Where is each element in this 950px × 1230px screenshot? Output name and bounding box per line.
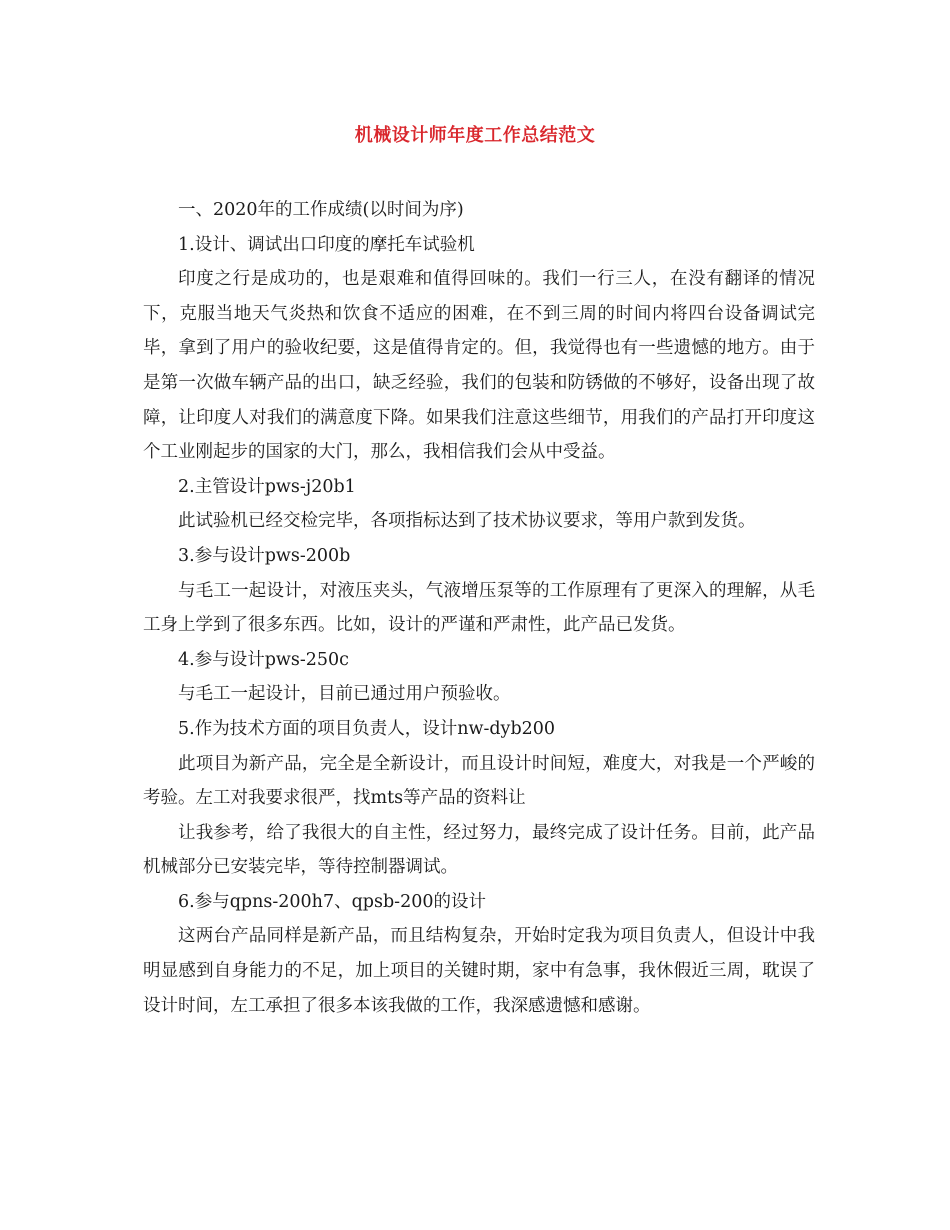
body-paragraph: 此项目为新产品，完全是全新设计，而且设计时间短，难度大，对我是一个严峻的考验。左工对我要求很严，找mts等产品的资料让	[143, 753, 815, 809]
item-heading: 4.参与设计pws-250c	[178, 649, 349, 670]
body-paragraph: 与毛工一起设计，对液压夹头，气液增压泵等的工作原理有了更深入的理解，从毛工身上学到了很多东西。比如，设计的严谨和严肃性，此产品已发货。	[143, 580, 815, 636]
section-heading: 一、2020年的工作成绩(以时间为序)	[178, 200, 464, 220]
document-title: 机械设计师年度工作总结范文	[354, 125, 596, 146]
item-heading: 5.作为技术方面的项目负责人，设计nw-dyb200	[178, 718, 556, 739]
body-paragraph: 与毛工一起设计，目前已通过用户预验收。	[178, 684, 511, 705]
item-heading: 1.设计、调试出口印度的摩托车试验机	[178, 234, 475, 255]
body-paragraph: 让我参考，给了我很大的自主性，经过努力，最终完成了设计任务。目前，此产品机械部分已安装完毕，等待控制器调试。	[143, 822, 815, 878]
item-heading: 2.主管设计pws-j20b1	[178, 476, 356, 497]
document-body	[143, 193, 815, 1023]
body-paragraph: 印度之行是成功的，也是艰难和值得回味的。我们一行三人，在没有翻译的情况下，克服当地天气炎热和饮食不适应的困难，在不到三周的时间内将四台设备调试完毕，拿到了用户的验收纪要，这是值得肯定的。但，我觉得也有一些遗憾的地方。由于是第一次做车辆产品的出口，缺乏经验，我们的包装和防锈做的不够好，设备出现了故障，让印度人对我们的满意度下降。如果我们注意这些细节，用我们的产品打开印度这个工业刚起步的国家的大门，那么，我相信我们会从中受益。	[143, 269, 815, 463]
item-heading: 3.参与设计pws-200b	[178, 545, 351, 566]
body-paragraph: 此试验机已经交检完毕，各项指标达到了技术协议要求，等用户款到发货。	[178, 511, 756, 532]
item-heading: 6.参与qpns-200h7、qpsb-200的设计	[178, 891, 486, 912]
body-paragraph: 这两台产品同样是新产品，而且结构复杂，开始时定我为项目负责人，但设计中我明显感到自身能力的不足，加上项目的关键时期，家中有急事，我休假近三周，耽误了设计时间，左工承担了很多本该我做的工作，我深感遗憾和感谢。	[143, 926, 815, 1016]
